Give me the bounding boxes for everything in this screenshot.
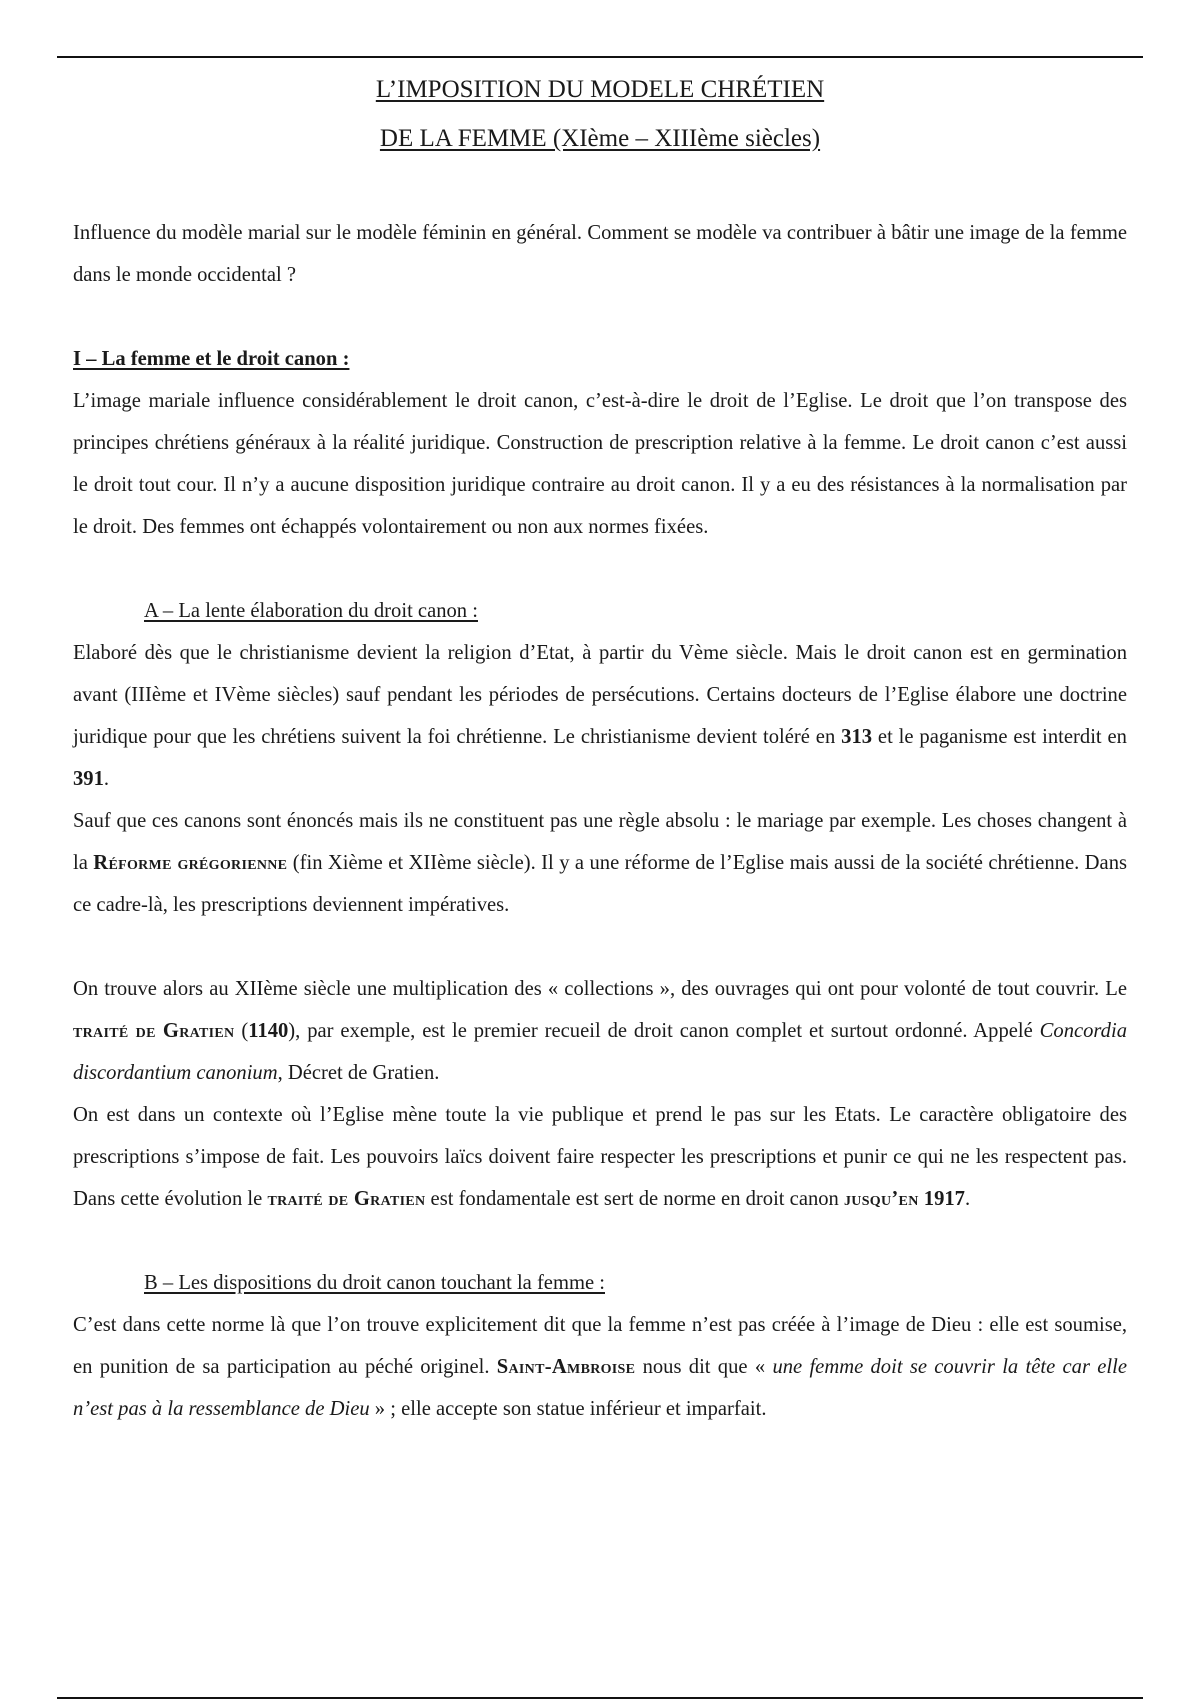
text-run: ( <box>234 1020 249 1042</box>
text-run: Sauf que ces canons sont énoncés mais ils ne constituent pas une règle absolu : le mariage par exemple. Les choses changent à la <box>73 810 1127 874</box>
section-1-heading-text: I – La femme et le droit canon : <box>73 348 350 370</box>
subsection-a-heading <box>73 590 1127 632</box>
quotation: une femme doit se couvrir la tête car elle n’est pas à la ressemblance de Dieu <box>73 1356 1128 1420</box>
jusqu-en-term: jusqu’en <box>844 1188 919 1210</box>
traite-de-gratien-term: traité de Gratien <box>267 1188 426 1210</box>
subsection-a-paragraph-4 <box>73 1094 1127 1220</box>
text-run: (fin Xième et XIIème siècle). Il y a une réforme de l’Eglise mais aussi de la société chrétienne. Dans ce cadre-là, les prescriptions deviennent impératives. <box>73 852 1128 916</box>
section-1-heading <box>73 338 1127 380</box>
section-1-paragraph: L’image mariale influence considérablement le droit canon, c’est-à-dire le droit de l’Eglise. Le droit que l’on transpose des principes chrétiens généraux à la réalité juridique. Construction de prescription relative à la femme. Le droit canon c’est aussi le droit tout cour. Il n’y a aucune disposition juridique contraire au droit canon. Il y a eu des résistances à la normalisation par le droit. Des femmes ont échappés volontairement ou non aux normes fixées. <box>73 390 1127 538</box>
spacer <box>73 926 1127 968</box>
text-run: ), par exemple, est le premier recueil de droit canon complet et surtout ordonné. Appelé <box>288 1020 1040 1042</box>
text-run: est fondamentale est sert de norme en droit canon <box>425 1188 844 1210</box>
text-run: On est dans un contexte où l’Eglise mène toute la vie publique et prend le pas sur les Etats. Le caractère obligatoire des prescriptions s’impose de fait. Les pouvoirs laïcs doivent faire respecter les prescriptions et punir ce qui ne les respectent pas. Dans cette évolution le <box>73 1104 1127 1210</box>
document-body <box>73 212 1127 1430</box>
spacer <box>73 548 1127 590</box>
spacer <box>73 1220 1127 1262</box>
subsection-a-paragraph-2 <box>73 800 1127 926</box>
text-run: nous dit que « <box>635 1356 773 1378</box>
subsection-b-heading-text: B – Les dispositions du droit canon touchant la femme : <box>144 1272 605 1294</box>
saint-ambroise-term: Saint-Ambroise <box>496 1356 636 1378</box>
bottom-rule <box>57 1697 1143 1699</box>
subsection-b-paragraph-1 <box>73 1304 1127 1430</box>
document-title-line-2: DE LA FEMME (XIème – XIIIème siècles) <box>379 125 821 152</box>
document-title-line-1: L’IMPOSITION DU MODELE CHRÉTIEN <box>375 76 825 103</box>
text-run: On trouve alors au XIIème siècle une multiplication des « collections », des ouvrages qui ont pour volonté de tout couvrir. Le <box>73 978 1127 1000</box>
year-1140: 1140 <box>248 1020 289 1042</box>
text-run: C’est dans cette norme là que l’on trouve explicitement dit que la femme n’est pas créée à l’image de Dieu : elle est soumise, en punition de sa participation au péché originel. <box>73 1314 1127 1378</box>
subsection-b-heading <box>73 1262 1127 1304</box>
text-run: , Décret de Gratien. <box>277 1062 440 1084</box>
text-run: et le paganisme est interdit en <box>872 726 1127 748</box>
traite-de-gratien-term: traité de Gratien <box>73 1020 235 1042</box>
year-391: 391 <box>73 768 104 790</box>
text-run: Elaboré dès que le christianisme devient la religion d’Etat, à partir du Vème siècle. Mais le droit canon est en germination avant (IIIème et IVème siècles) sauf pendant les périodes de persécutions. Certains docteurs de l’Eglise élabore une doctrine juridique pour que les chrétiens suivent la foi chrétienne. Le christianisme devient toléré en <box>73 642 1127 748</box>
subsection-a-paragraph-3 <box>73 968 1127 1094</box>
top-rule <box>57 56 1143 58</box>
text-run: . <box>964 1188 971 1210</box>
reforme-gregorienne-term: Réforme grégorienne <box>93 852 288 874</box>
spacer <box>73 296 1127 338</box>
subsection-a-paragraph-1 <box>73 632 1127 800</box>
text-run: » ; elle accepte son statue inférieur et imparfait. <box>369 1398 767 1420</box>
intro-paragraph: Influence du modèle marial sur le modèle féminin en général. Comment se modèle va contribuer à bâtir une image de la femme dans le monde occidental ? <box>73 222 1127 286</box>
latin-title: Concordia discordantium canonium <box>73 1020 1127 1084</box>
year-1917: 1917 <box>923 1188 965 1210</box>
year-313: 313 <box>841 726 873 748</box>
subsection-a-heading-text: A – La lente élaboration du droit canon : <box>144 600 478 622</box>
text-run: . <box>103 768 110 790</box>
